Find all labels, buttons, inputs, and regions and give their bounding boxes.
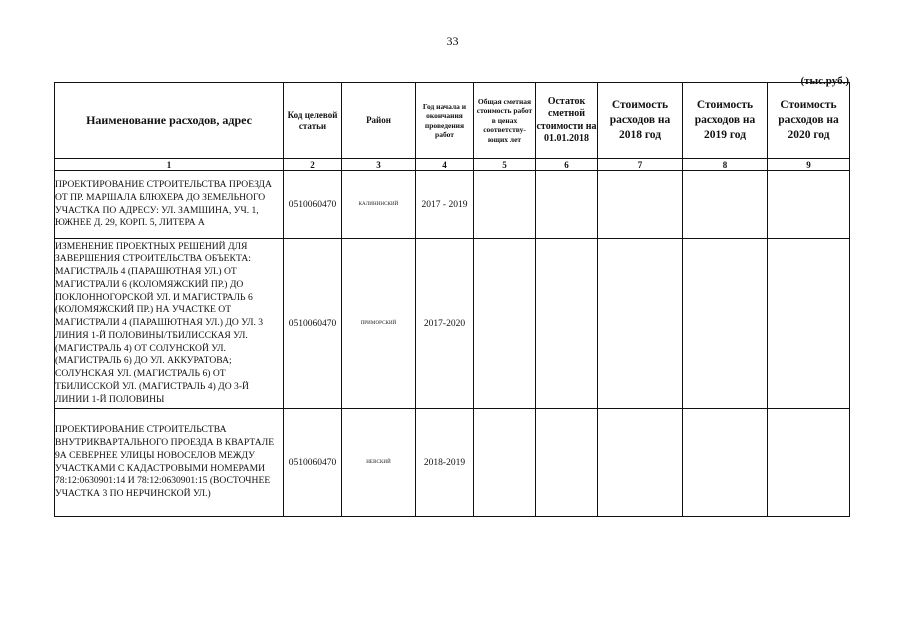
header-cost-2020: Стоимость расходов на 2020 год [768, 83, 850, 159]
table-row [55, 239, 850, 409]
row-total-cost [474, 409, 536, 517]
header-cost-2018: Стоимость расходов на 2018 год [598, 83, 683, 159]
header-years: Год начала и окончания проведения работ [416, 83, 474, 159]
table-row [55, 171, 850, 239]
row-years: 2017 - 2019 [416, 171, 474, 239]
row-code: 0510060470 [284, 239, 342, 409]
row-cost-2018 [598, 171, 683, 239]
column-number: 5 [474, 159, 536, 171]
row-district: ПРИМОРСКИЙ [342, 239, 416, 409]
row-cost-2018 [598, 239, 683, 409]
budget-table [54, 82, 850, 517]
row-remaining [536, 171, 598, 239]
row-name: ИЗМЕНЕНИЕ ПРОЕКТНЫХ РЕШЕНИЙ ДЛЯ ЗАВЕРШЕНИЯ СТРОИТЕЛЬСТВА ОБЪЕКТА: МАГИСТРАЛЬ 4 (ПАРАШЮТНАЯ УЛ.) ОТ МАГИСТРАЛИ 6 (КОЛОМЯЖСКИЙ ПР.) ДО ПОКЛОННОГОРСКОЙ УЛ. И МАГИСТРАЛЬ 6 (КОЛОМЯЖСКИЙ ПР.) НА УЧАСТКЕ ОТ МАГИСТРАЛИ 4 (ПАРАШЮТНАЯ УЛ.) ДО УЛ. 3 ЛИНИЯ 1-Й ПОЛОВИНЫ/ТБИЛИССКАЯ УЛ. (МАГИСТРАЛЬ 4) ОТ СОЛУНСКОЙ УЛ. (МАГИСТРАЛЬ 6) ДО УЛ. АККУРАТОВА; СОЛУНСКАЯ УЛ. (МАГИСТРАЛЬ 6) ОТ ТБИЛИССКОЙ УЛ. (МАГИСТРАЛЬ 4) ДО 3-Й ЛИНИИ 1-Й ПОЛОВИНЫ [55, 239, 284, 409]
header-total-cost: Общая сметная стоимость работ в ценах соответству-ющих лет [474, 83, 536, 159]
column-number: 6 [536, 159, 598, 171]
header-name: Наименование расходов, адрес [55, 83, 284, 159]
row-cost-2020 [768, 171, 850, 239]
page-number: 33 [446, 34, 459, 48]
column-number-row [55, 159, 850, 171]
row-cost-2019 [683, 409, 768, 517]
row-district: НЕВСКИЙ [342, 409, 416, 517]
units-label: (тыс.руб.) [800, 75, 849, 87]
row-years: 2018-2019 [416, 409, 474, 517]
row-cost-2020 [768, 409, 850, 517]
row-remaining [536, 409, 598, 517]
row-total-cost [474, 239, 536, 409]
column-number: 8 [683, 159, 768, 171]
table-row [55, 409, 850, 517]
header-row [55, 83, 850, 159]
column-number: 4 [416, 159, 474, 171]
column-number: 2 [284, 159, 342, 171]
row-name: ПРОЕКТИРОВАНИЕ СТРОИТЕЛЬСТВА ВНУТРИКВАРТАЛЬНОГО ПРОЕЗДА В КВАРТАЛЕ 9А СЕВЕРНЕЕ УЛИЦЫ НОВОСЕЛОВ МЕЖДУ УЧАСТКАМИ С КАДАСТРОВЫМИ НОМЕРАМИ 78:12:0630901:14 И 78:12:0630901:15 (ВОСТОЧНЕЕ УЧАСТКА 3 ПО НЕРЧИНСКОЙ УЛ.) [55, 409, 284, 517]
row-years: 2017-2020 [416, 239, 474, 409]
column-number: 7 [598, 159, 683, 171]
row-cost-2018 [598, 409, 683, 517]
row-cost-2019 [683, 171, 768, 239]
header-district: Район [342, 83, 416, 159]
row-cost-2019 [683, 239, 768, 409]
header-cost-2019: Стоимость расходов на 2019 год [683, 83, 768, 159]
header-remaining: Остаток сметной стоимости на 01.01.2018 [536, 83, 598, 159]
header-code: Код целевой статьи [284, 83, 342, 159]
row-code: 0510060470 [284, 171, 342, 239]
column-number: 1 [55, 159, 284, 171]
row-name: ПРОЕКТИРОВАНИЕ СТРОИТЕЛЬСТВА ПРОЕЗДА ОТ ПР. МАРШАЛА БЛЮХЕРА ДО ЗЕМЕЛЬНОГО УЧАСТКА ПО АДРЕСУ: УЛ. ЗАМШИНА, УЧ. 1, ЮЖНЕЕ Д. 29, КОРП. 5, ЛИТЕРА А [55, 171, 284, 239]
row-cost-2020 [768, 239, 850, 409]
column-number: 9 [768, 159, 850, 171]
column-number: 3 [342, 159, 416, 171]
row-remaining [536, 239, 598, 409]
row-code: 0510060470 [284, 409, 342, 517]
row-district: КАЛИНИНСКИЙ [342, 171, 416, 239]
row-total-cost [474, 171, 536, 239]
